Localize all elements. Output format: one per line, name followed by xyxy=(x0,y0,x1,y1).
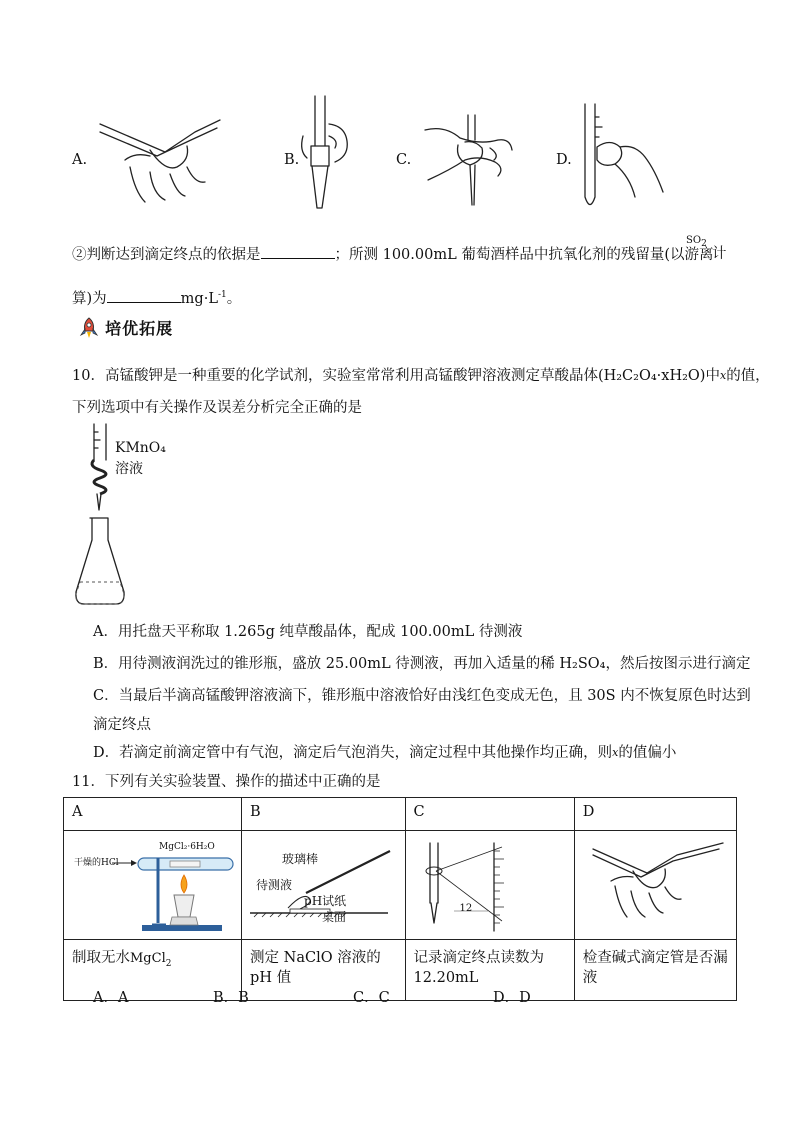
section-badge-label: 培优拓展 xyxy=(105,319,174,338)
q9-part2-line1 xyxy=(72,244,714,265)
q11-header-d: D xyxy=(574,798,736,831)
q10-option-d[interactable] xyxy=(93,743,676,763)
q11-figure-d-cell xyxy=(574,831,736,940)
q10-option-c-line1[interactable]: C．当最后半滴高锰酸钾溶液滴下，锥形瓶中溶液恰好由浅红色变成无色，且 30S 内不恢复原色时达到 xyxy=(93,688,751,704)
q9-part2-suffix: 计 xyxy=(712,246,727,262)
q9-so2-sub: 2 xyxy=(701,239,707,249)
q9-end: 。 xyxy=(226,290,242,307)
q11-fig-b-paper-label: pH试纸 xyxy=(304,894,347,908)
q11-figure-d xyxy=(585,841,730,936)
q10-stem-var: x xyxy=(719,369,727,382)
q11-figure-a xyxy=(72,845,237,937)
q10-fig-label-solution: 溶液 xyxy=(115,461,143,477)
q9-option-c-label: C. xyxy=(396,152,412,168)
q10-option-d-suffix: 的值偏小 xyxy=(618,745,677,761)
q11-header-row xyxy=(64,798,737,831)
q11-figure-b-cell xyxy=(242,831,406,940)
q11-caption-b: 测定 NaClO 溶液的 pH 值 xyxy=(242,940,406,1001)
q11-fig-a-salt-label: MgCl₂·6H₂O xyxy=(159,842,215,852)
q10-option-b[interactable]: B．用待测液润洗过的锥形瓶，盛放 25.00mL 待测液，再加入适量的稀 H₂SO₄，然后按图示进行滴定 xyxy=(93,656,751,672)
q11-figure-c xyxy=(414,841,564,936)
q11-header-c: C xyxy=(405,798,574,831)
q11-fig-b-desk-label: 桌面 xyxy=(322,910,347,924)
q10-stem-text: 10．高锰酸钾是一种重要的化学试剂，实验室常常利用高锰酸钾溶液测定草酸晶体(H₂C₂O₄·xH₂O)中 xyxy=(72,368,720,384)
q11-caption-d: 检查碱式滴定管是否漏液 xyxy=(574,940,736,1001)
q11-figure-row xyxy=(64,831,737,940)
q9-part2-line2 xyxy=(72,285,241,309)
q9-blank-residue[interactable] xyxy=(107,288,181,303)
q9-option-a-label: A. xyxy=(72,152,88,168)
q11-options-table xyxy=(63,797,737,1001)
q11-fig-c-reading: 12 xyxy=(459,903,473,914)
q9-figure-a xyxy=(95,112,225,207)
q11-stem: 11．下列有关实验装置、操作的描述中正确的是 xyxy=(72,774,381,790)
q11-answer-c[interactable]: C．C xyxy=(353,990,390,1006)
q11-fig-b-rod-label: 玻璃棒 xyxy=(282,852,319,866)
q10-fig-label-kmno4: KMnO₄ xyxy=(115,440,166,456)
q9-line2-prefix: 算)为 xyxy=(72,290,107,307)
q11-header-a: A xyxy=(64,798,242,831)
q11-header-b: B xyxy=(242,798,406,831)
q9-so2: SO xyxy=(686,235,702,246)
section-badge xyxy=(78,316,173,339)
q10-option-d-prefix: D．若滴定前滴定管中有气泡，滴定后气泡消失，滴定过程中其他操作均正确，则 xyxy=(93,745,613,761)
q11-fig-a-hcl-label: 干燥的HCl xyxy=(74,858,119,868)
q9-so2-formula xyxy=(686,236,707,249)
q11-caption-a-sub: 2 xyxy=(165,958,172,969)
q10-stem-end: 的值， xyxy=(726,368,770,384)
q10-option-d-var: x xyxy=(612,746,619,759)
q9-part2-prefix: ②判断达到滴定终点的依据是 xyxy=(72,247,261,263)
q11-caption-c: 记录滴定终点读数为 12.20mL xyxy=(405,940,574,1001)
q9-option-b-label: B. xyxy=(284,152,300,168)
q9-blank-endpoint[interactable] xyxy=(261,244,335,259)
q9-part2-mid: ；所测 100.00mL 葡萄酒样品中抗氧化剂的残留量(以游离 xyxy=(334,247,714,263)
q9-unit-sup: -1 xyxy=(217,290,227,300)
q9-figure-b xyxy=(295,96,355,216)
q11-answer-b[interactable]: B．B xyxy=(213,990,249,1006)
q11-fig-b-liquid-label: 待测液 xyxy=(256,878,293,892)
q9-unit: mg·L xyxy=(180,290,218,307)
q9-figure-c xyxy=(420,110,520,210)
q9-option-d-label: D. xyxy=(556,152,572,168)
q10-stem-line2: 下列选项中有关操作及误差分析完全正确的是 xyxy=(72,400,362,416)
q11-answer-d[interactable]: D．D xyxy=(493,990,531,1006)
q9-figure-d xyxy=(575,102,665,217)
rocket-icon xyxy=(78,317,100,339)
q10-stem-line1 xyxy=(72,366,770,386)
q11-caption-a-formula: MgCl xyxy=(130,951,166,966)
q11-answer-a[interactable]: A．A xyxy=(93,990,129,1006)
q11-caption-row xyxy=(64,940,737,1001)
q10-option-a[interactable]: A．用托盘天平称取 1.265g 纯草酸晶体，配成 100.00mL 待测液 xyxy=(93,624,523,640)
q10-option-c-line2[interactable]: 滴定终点 xyxy=(93,717,151,733)
q11-caption-a-prefix: 制取无水 xyxy=(72,950,130,966)
q11-figure-c-cell xyxy=(405,831,574,940)
q11-figure-a-cell xyxy=(64,831,242,940)
